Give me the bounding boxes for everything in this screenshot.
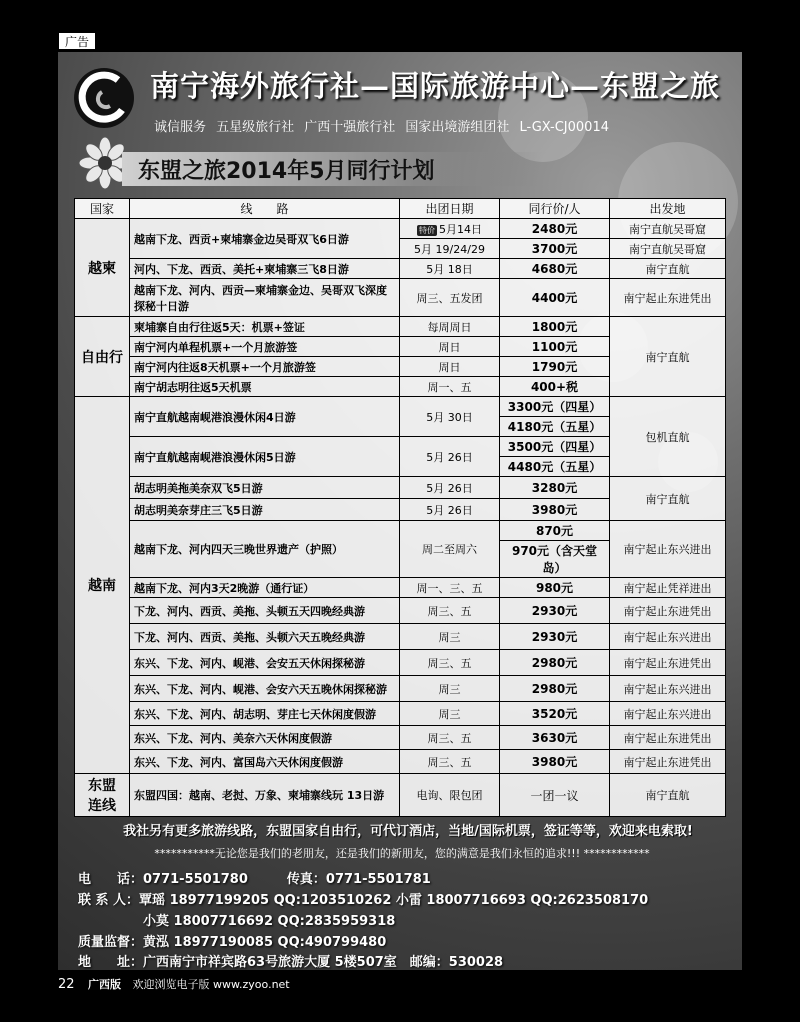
departure-cell: 南宁起止东兴进出 [610,521,726,578]
route-cell: 南宁直航越南岘港浪漫休闲4日游 [130,397,400,437]
price-cell: 1790元 [500,357,610,377]
price-cell: 4680元 [500,259,610,279]
table-header [75,199,726,219]
date-cell: 周日 [400,337,500,357]
header-country: 国家 [75,199,130,219]
date-cell: 周三 [400,676,500,702]
plan-title: 东盟之旅2014年5月同行计划 [138,159,435,184]
departure-cell: 南宁起止东兴进出 [610,702,726,726]
price-cell: 2980元 [500,650,610,676]
table-row [75,397,726,417]
departure-cell: 南宁起止凭祥进出 [610,578,726,598]
table-row [75,726,726,750]
route-cell: 东兴、下龙、河内、富国岛六天休闲度假游 [130,750,400,774]
date-cell: 周三、五发团 [400,279,500,317]
footer-slogan: ***********无论您是我们的老朋友，还是我们的新朋友，您的满意是我们永恒的追求!!! ************ [154,847,650,860]
date-cell: 周二至周六 [400,521,500,578]
departure-cell: 南宁直航 [610,317,726,397]
price-cell: 一团一议 [500,774,610,817]
table-row [75,650,726,676]
date-cell: 5月 19/24/29 [400,239,500,259]
table-row [75,259,726,279]
route-cell: 南宁河内往返8天机票+一个月旅游签 [130,357,400,377]
route-cell: 胡志明美拖美奈双飞5日游 [130,477,400,499]
date-cell: 每周周日 [400,317,500,337]
date-cell: 周三、五 [400,650,500,676]
table-row [75,702,726,726]
table-row [75,598,726,624]
footer-note: 我社另有更多旅游线路，东盟国家自由行，可代订酒店，当地/国际机票，签证等等，欢迎来电索取! [123,824,693,839]
company-taglines: 诚信服务 五星级旅行社 广西十强旅行社 国家出境游组团社 L-GX-CJ00014 [154,120,609,135]
price-cell: 3500元（四星） [500,437,610,457]
price-cell: 1100元 [500,337,610,357]
company-logo-icon [72,66,136,130]
page-number: 22 [58,977,75,992]
ad-tag: 广告 [58,32,96,50]
contact-person-1: 联 系 人：覃瑶 18977199205 QQ:1203510262 小雷 18007716693 QQ:2623508170 [78,893,649,908]
ad-panel [58,52,742,970]
price-cell: 2930元 [500,598,610,624]
price-cell: 4400元 [500,279,610,317]
table-row [75,676,726,702]
date-cell: 5月 18日 [400,259,500,279]
price-cell: 4180元（五星） [500,417,610,437]
country-cell: 越柬 [75,219,130,317]
route-cell: 东兴、下龙、河内、岘港、会安五天休闲探秘游 [130,650,400,676]
table-row [75,624,726,650]
departure-cell: 南宁直航吴哥窟 [610,239,726,259]
date-cell: 周三、五 [400,598,500,624]
website-text: 欢迎浏览电子版 www.zyoo.net [132,978,290,991]
price-cell: 1800元 [500,317,610,337]
quality-supervisor: 质量监督：黄泓 18977190085 QQ:490799480 [78,935,387,950]
departure-cell: 包机直航 [610,397,726,477]
contact-person-2: 小莫 18007716692 QQ:2835959318 [78,914,396,929]
price-cell: 3630元 [500,726,610,750]
route-cell: 越南下龙、西贡+柬埔寨金边吴哥双飞6日游 [130,219,400,259]
route-cell: 南宁直航越南岘港浪漫休闲5日游 [130,437,400,477]
route-cell: 越南下龙、河内3天2晚游（通行证） [130,578,400,598]
price-cell: 3520元 [500,702,610,726]
route-cell: 胡志明美奈芽庄三飞5日游 [130,499,400,521]
plan-title-bar [122,152,542,186]
route-cell: 东兴、下龙、河内、美奈六天休闲度假游 [130,726,400,750]
table-row [75,521,726,541]
route-cell: 越南下龙、河内四天三晚世界遗产（护照） [130,521,400,578]
contact-phone: 电 话：0771-5501780 传真：0771-5501781 [78,872,431,887]
company-name: 南宁海外旅行社—国际旅游中心—东盟之旅 [150,69,721,103]
table-row [75,750,726,774]
country-cell: 自由行 [75,317,130,397]
date-cell: 周三、五 [400,750,500,774]
departure-cell: 南宁起止东进凭出 [610,750,726,774]
date-cell: 周三 [400,702,500,726]
route-cell: 下龙、河内、西贡、美拖、头顿五天四晚经典游 [130,598,400,624]
route-cell: 南宁河内单程机票+一个月旅游签 [130,337,400,357]
price-cell: 2930元 [500,624,610,650]
date-cell: 5月 30日 [400,397,500,437]
price-cell: 3280元 [500,477,610,499]
date-cell: 周日 [400,357,500,377]
route-cell: 河内、下龙、西贡、美托+柬埔寨三飞8日游 [130,259,400,279]
header-date: 出团日期 [400,199,500,219]
date-cell: 5月 26日 [400,477,500,499]
table-row [75,279,726,317]
table-row [75,219,726,239]
price-cell: 870元 [500,521,610,541]
departure-cell: 南宁直航 [610,477,726,521]
departure-cell: 南宁起止东兴进出 [610,624,726,650]
date-value: 5月14日 [439,222,482,236]
date-cell: 电询、限包团 [400,774,500,817]
table-row [75,477,726,499]
price-cell: 2980元 [500,676,610,702]
route-cell: 下龙、河内、西贡、美拖、头顿六天五晚经典游 [130,624,400,650]
price-cell: 3700元 [500,239,610,259]
table-row [75,578,726,598]
table-row [75,774,726,817]
price-cell: 3980元 [500,499,610,521]
date-cell [400,219,500,239]
route-cell: 东兴、下龙、河内、胡志明、芽庄七天休闲度假游 [130,702,400,726]
route-cell: 越南下龙、河内、西贡—柬埔寨金边、吴哥双飞深度探秘十日游 [130,279,400,317]
date-cell: 周一、三、五 [400,578,500,598]
edition-label: 广西版 [88,978,122,991]
date-cell: 周三、五 [400,726,500,750]
price-cell: 400+税 [500,377,610,397]
departure-cell: 南宁直航 [610,259,726,279]
price-cell: 4480元（五星） [500,457,610,477]
contact-address: 地 址：广西南宁市祥宾路63号旅游大厦 5楼507室 邮编：530028 [78,955,504,970]
price-cell: 980元 [500,578,610,598]
departure-cell: 南宁起止东兴进出 [610,676,726,702]
departure-cell: 南宁起止东进凭出 [610,598,726,624]
departure-cell: 南宁直航 [610,774,726,817]
date-cell: 周一、五 [400,377,500,397]
route-cell: 柬埔寨自由行往返5天：机票+签证 [130,317,400,337]
header-route: 线 路 [130,199,400,219]
price-cell: 3300元（四星） [500,397,610,417]
route-cell: 南宁胡志明往返5天机票 [130,377,400,397]
header-price: 同行价/人 [500,199,610,219]
price-cell: 3980元 [500,750,610,774]
departure-cell: 南宁起止东进凭出 [610,650,726,676]
route-cell: 东盟四国：越南、老挝、万象、柬埔寨线玩 13日游 [130,774,400,817]
departure-cell: 南宁起止东进凭出 [610,279,726,317]
date-cell: 5月 26日 [400,499,500,521]
table-row [75,317,726,337]
date-cell: 周三 [400,624,500,650]
bottom-bar [58,976,290,992]
header-departure: 出发地 [610,199,726,219]
price-cell: 2480元 [500,219,610,239]
special-badge: 特价 [419,225,435,235]
country-cell: 越南 [75,397,130,774]
departure-cell: 南宁起止东进凭出 [610,726,726,750]
route-cell: 东兴、下龙、河内、岘港、会安六天五晚休闲探秘游 [130,676,400,702]
departure-cell: 南宁直航吴哥窟 [610,219,726,239]
price-cell: 970元（含天堂岛） [500,541,610,578]
date-cell: 5月 26日 [400,437,500,477]
country-cell: 东盟 连线 [75,774,130,817]
itinerary-table [74,198,726,817]
